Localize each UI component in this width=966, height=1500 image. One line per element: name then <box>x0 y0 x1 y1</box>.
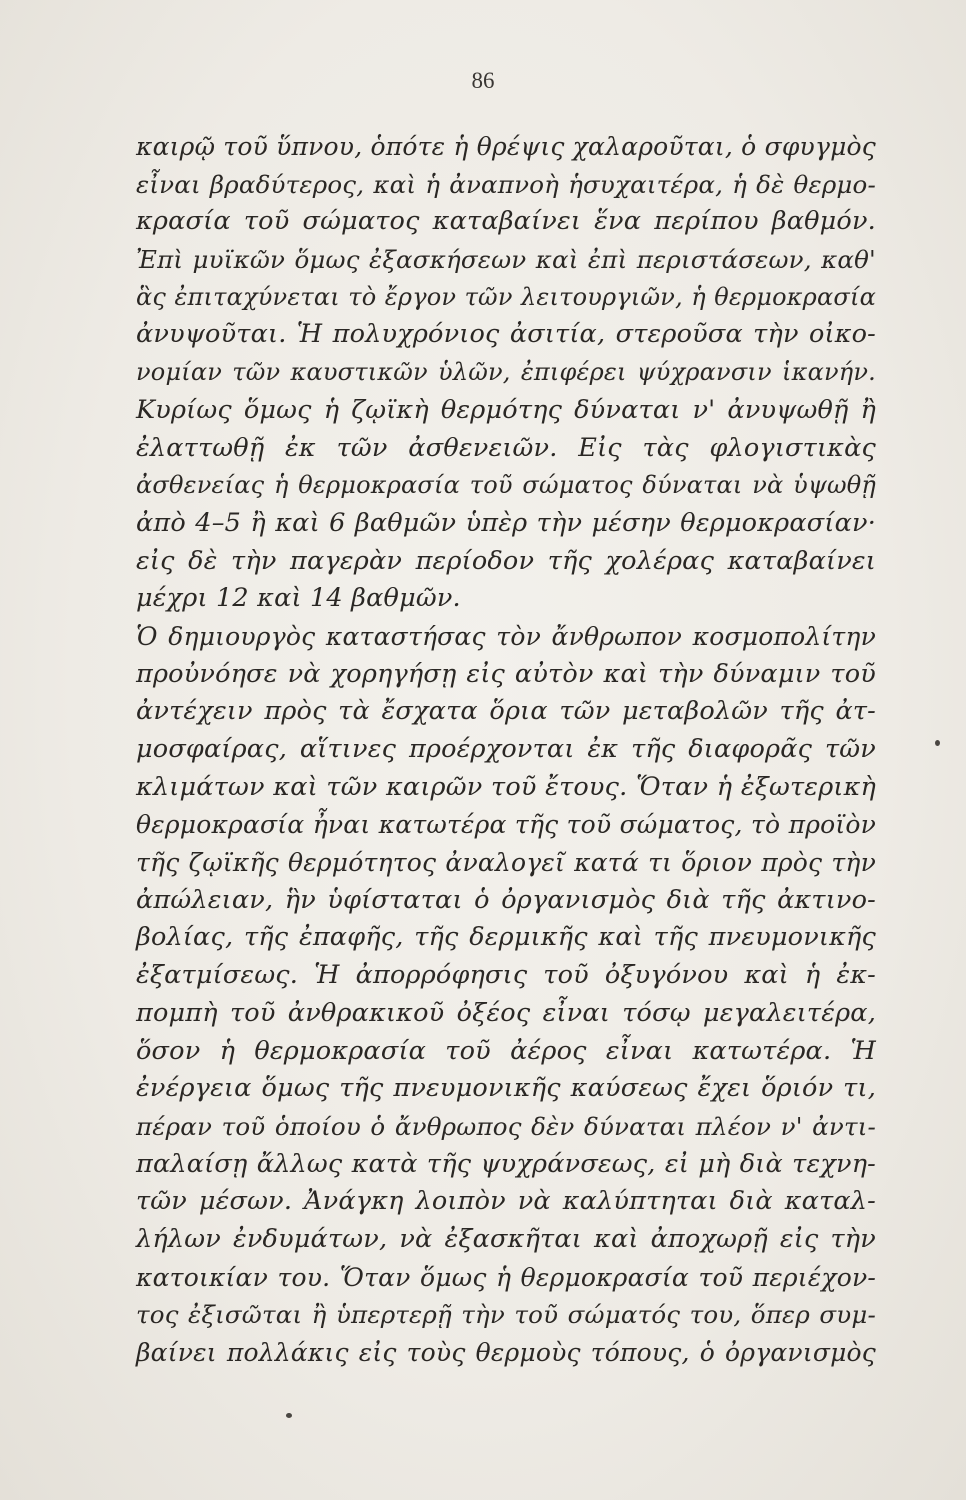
text-line: ἐξατμίσεως. Ἡ ἀπορρόφησις τοῦ ὀξυγόνου καὶ ἡ ἐκ- <box>136 960 876 991</box>
text-line: τῆς ζῳϊκῆς θερμότητος ἀναλογεῖ κατά τι ὅριον πρὸς τὴν <box>136 848 876 878</box>
text-line: ὅσον ἡ θερμοκρασία τοῦ ἀέρος εἶναι κατωτέρα. Ἡ <box>136 1035 876 1066</box>
text-line: Ὁ δημιουργὸς καταστήσας τὸν ἄνθρωπον κοσμοπολίτην <box>136 621 876 651</box>
text-line: εἶναι βραδύτερος, καὶ ἡ ἀναπνοὴ ἡσυχαιτέρα, ἡ δὲ θερμο- <box>136 169 876 199</box>
text-line: πέραν τοῦ ὁποίου ὁ ἄνθρωπος δὲν δύναται πλέον ν' ἀντι- <box>136 1111 876 1141</box>
text-line: τος ἐξισῶται ἢ ὑπερτερῇ τὴν τοῦ σώματός του, ὅπερ συμ- <box>136 1300 876 1330</box>
text-line: νομίαν τῶν καυστικῶν ὑλῶν, ἐπιφέρει ψύχρανσιν ἱκανήν. <box>136 358 876 387</box>
text-line: εἰς δὲ τὴν παγερὰν περίοδον τῆς χολέρας καταβαίνει <box>136 545 876 576</box>
text-line: βαίνει πολλάκις εἰς τοὺς θερμοὺς τόπους, ὁ ὀργανισμὸς <box>136 1338 876 1367</box>
text-line: μοσφαίρας, αἵτινες προέρχονται ἐκ τῆς διαφορᾶς τῶν <box>136 734 876 764</box>
text-line: ἀντέχειν πρὸς τὰ ἔσχατα ὅρια τῶν μεταβολῶν τῆς ἀτ- <box>136 696 876 727</box>
text-line: Ἐπὶ μυϊκῶν ὅμως ἐξασκήσεων καὶ ἐπὶ περιστάσεων, καθ' <box>136 245 876 275</box>
page-number: 86 <box>471 68 495 93</box>
text-line: κατοικίαν του. Ὅταν ὅμως ἡ θερμοκρασία τοῦ περιέχον- <box>136 1262 876 1292</box>
body-text <box>136 128 876 1372</box>
text-line: ἀνυψοῦται. Ἡ πολυχρόνιος ἀσιτία, στεροῦσα τὴν οἰκο- <box>136 319 876 350</box>
text-line: Κυρίως ὅμως ἡ ζῳϊκὴ θερμότης δύναται ν' ἀνυψωθῇ ἢ <box>136 394 876 425</box>
text-line: κρασία τοῦ σώματος καταβαίνει ἕνα περίπου βαθμόν. <box>136 206 876 237</box>
text-line: μέχρι 12 καὶ 14 βαθμῶν. <box>136 583 461 614</box>
ink-speck <box>935 740 940 746</box>
text-line: ἀπὸ 4–5 ἢ καὶ 6 βαθμῶν ὑπὲρ τὴν μέσην θερμοκρασίαν· <box>136 507 876 538</box>
text-line: ἀπώλειαν, ἣν ὑφίσταται ὁ ὀργανισμὸς διὰ τῆς ἀκτινο- <box>136 884 876 915</box>
text-line: κλιμάτων καὶ τῶν καιρῶν τοῦ ἔτους. Ὅταν ἡ ἐξωτερικὴ <box>136 771 876 802</box>
text-line: προὐνόησε νὰ χορηγήσῃ εἰς αὐτὸν καὶ τὴν δύναμιν τοῦ <box>136 658 876 689</box>
text-line: τῶν μέσων. Ἀνάγκη λοιπὸν νὰ καλύπτηται διὰ καταλ- <box>136 1186 876 1217</box>
text-line: παλαίσῃ ἄλλως κατὰ τῆς ψυχράνσεως, εἰ μὴ διὰ τεχνη- <box>136 1148 876 1179</box>
text-line: ἐνέργεια ὅμως τῆς πνευμονικῆς καύσεως ἔχει ὅριόν τι, <box>136 1073 876 1104</box>
text-line: καιρῷ τοῦ ὕπνου, ὁπότε ἡ θρέψις χαλαροῦται, ὁ σφυγμὸς <box>136 132 876 161</box>
text-line: θερμοκρασία ἦναι κατωτέρα τῆς τοῦ σώματος, τὸ προϊὸν <box>136 810 876 840</box>
text-line: πομπὴ τοῦ ἀνθρακικοῦ ὀξέος εἶναι τόσῳ μεγαλειτέρα, <box>136 997 876 1028</box>
text-line: ἐλαττωθῇ ἐκ τῶν ἀσθενειῶν. Εἰς τὰς φλογιστικὰς <box>136 432 876 463</box>
text-line: λήλων ἐνδυμάτων, νὰ ἐξασκῆται καὶ ἀποχωρῇ εἰς τὴν <box>136 1223 876 1254</box>
text-line: ἀσθενείας ἡ θερμοκρασία τοῦ σώματος δύναται νὰ ὑψωθῇ <box>136 471 876 500</box>
ink-speck <box>286 1413 292 1418</box>
text-line: βολίας, τῆς ἐπαφῆς, τῆς δερμικῆς καὶ τῆς πνευμονικῆς <box>136 922 876 953</box>
text-line: ἃς ἐπιταχύνεται τὸ ἔργον τῶν λειτουργιῶν, ἡ θερμοκρασία <box>136 282 876 311</box>
